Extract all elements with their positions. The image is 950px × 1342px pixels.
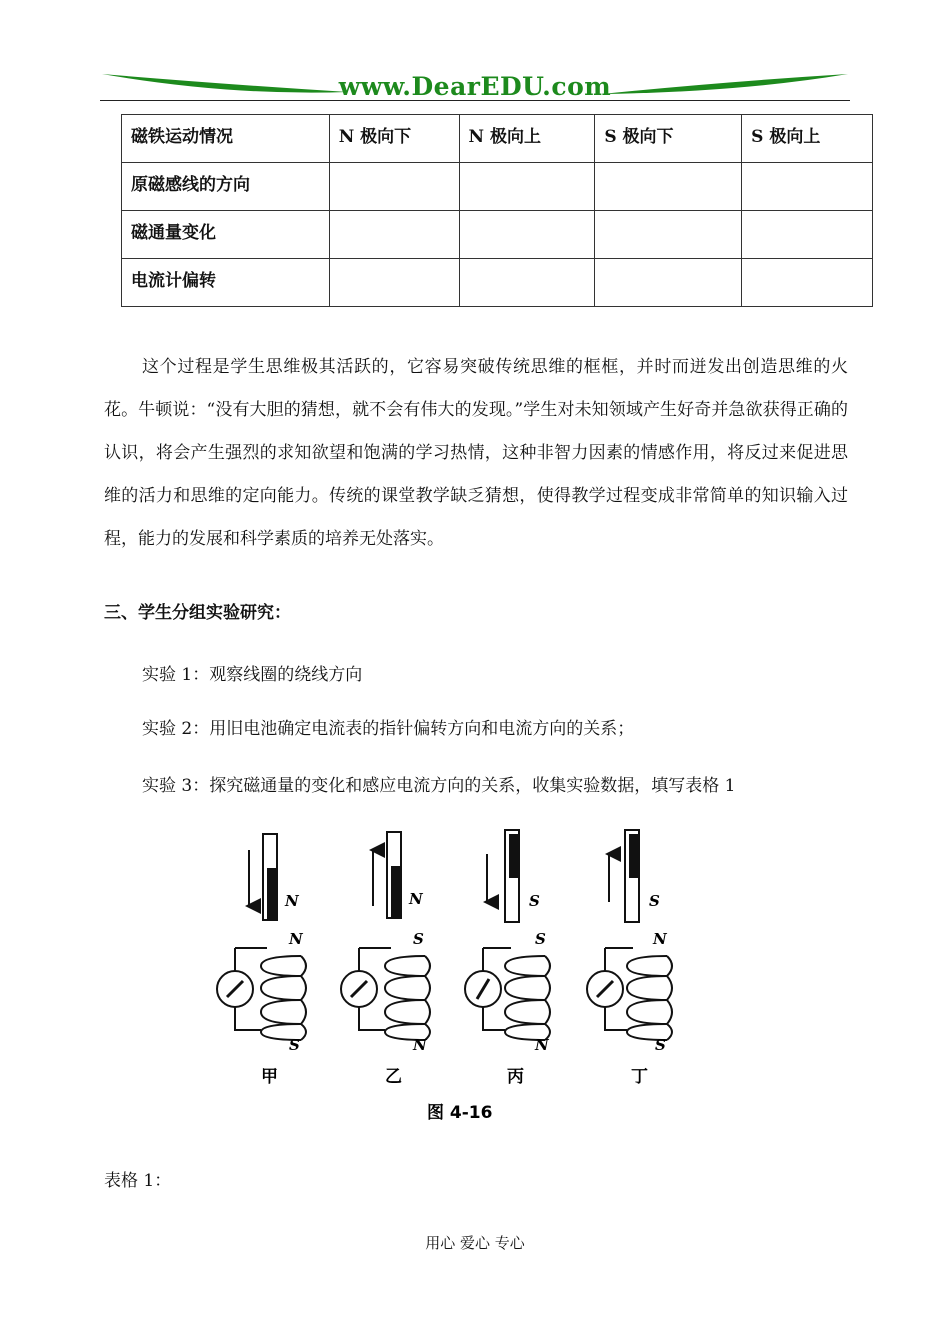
galvanometer — [217, 971, 253, 1007]
table-cell: 磁铁运动情况 — [122, 115, 330, 163]
site-logo: www.DearEDU.com — [338, 72, 612, 101]
panel-jia — [217, 834, 306, 1087]
table-cell: N 极向下 — [329, 115, 459, 163]
table-cell — [329, 211, 459, 259]
magnet-pole-label: S — [649, 892, 660, 910]
coil-top-pole-label: N — [653, 930, 667, 948]
coil-top-pole-label: N — [289, 930, 303, 948]
table-cell: S 极向上 — [742, 115, 873, 163]
table-cell: 电流计偏转 — [122, 259, 330, 307]
page-footer: 用心 爱心 专心 — [425, 1234, 525, 1252]
panel-label: 乙 — [385, 1067, 402, 1087]
table-cell — [595, 211, 742, 259]
panel-label: 丙 — [507, 1067, 524, 1087]
experiment-2: 实验 2：用旧电池确定电流表的指针偏转方向和电流方向的关系； — [142, 719, 635, 739]
coil-bottom-pole-label: S — [289, 1036, 300, 1054]
table-cell: 磁通量变化 — [122, 211, 330, 259]
galvanometer — [587, 971, 623, 1007]
bar-magnet — [625, 830, 639, 922]
coil-top-pole-label: S — [413, 930, 424, 948]
table-cell: S 极向下 — [595, 115, 742, 163]
coil-bottom-pole-label: S — [655, 1036, 666, 1054]
galvanometer — [465, 971, 501, 1007]
table-cell — [329, 163, 459, 211]
table-cell — [459, 211, 595, 259]
coil-bottom-pole-label: N — [535, 1036, 549, 1054]
magnet-motion-table — [121, 114, 873, 307]
panel-label: 甲 — [261, 1067, 278, 1087]
table-cell: 原磁感线的方向 — [122, 163, 330, 211]
panel-bing — [465, 830, 550, 1087]
section-heading: 三、学生分组实验研究： — [104, 603, 291, 623]
coil-top-pole-label: S — [535, 930, 546, 948]
table-cell: N 极向上 — [459, 115, 595, 163]
table-cell — [595, 163, 742, 211]
galvanometer — [341, 971, 377, 1007]
body-paragraph: 这个过程是学生思维极其活跃的，它容易突破传统思维的框框，并时而迸发出创造思维的火花。牛顿说：“没有大胆的猜想，就不会有伟大的发现。”学生对未知领域产生好奇并急欲获得正确的认识，将会产生强烈的求知欲望和饱满的学习热情，这种非智力因素的情感作用，将反过来促进思维的活力和思维的定向能力。传统的课堂教学缺乏猜想，使得教学过程变成非常简单的知识输入过程，能力的发展和科学素质的培养无处落实。 — [104, 357, 848, 549]
table-row — [122, 259, 873, 307]
figure-4-16 — [205, 820, 705, 1130]
header-rule — [100, 100, 850, 101]
table-cell — [742, 211, 873, 259]
bar-magnet — [263, 834, 277, 920]
experiment-1: 实验 1：观察线圈的绕线方向 — [142, 665, 363, 685]
panel-yi — [341, 832, 430, 1087]
magnet-pole-label: S — [529, 892, 540, 910]
panel-ding — [587, 830, 672, 1087]
bar-magnet — [387, 832, 401, 918]
coil-bottom-pole-label: N — [413, 1036, 427, 1054]
table-1-label: 表格 1： — [104, 1171, 172, 1191]
page-header — [100, 70, 850, 106]
bar-magnet — [505, 830, 519, 922]
magnet-pole-label: N — [409, 890, 423, 908]
table-cell — [742, 163, 873, 211]
table-row — [122, 115, 873, 163]
table-cell — [329, 259, 459, 307]
magnet-pole-label: N — [285, 892, 299, 910]
figure-caption: 图 4-16 — [427, 1103, 493, 1123]
table-cell — [595, 259, 742, 307]
table-cell — [459, 259, 595, 307]
table-row — [122, 163, 873, 211]
experiment-3: 实验 3：探究磁通量的变化和感应电流方向的关系，收集实验数据，填写表格 1 — [142, 776, 736, 796]
table-row — [122, 211, 873, 259]
panel-label: 丁 — [631, 1067, 648, 1087]
table-cell — [459, 163, 595, 211]
table-cell — [742, 259, 873, 307]
